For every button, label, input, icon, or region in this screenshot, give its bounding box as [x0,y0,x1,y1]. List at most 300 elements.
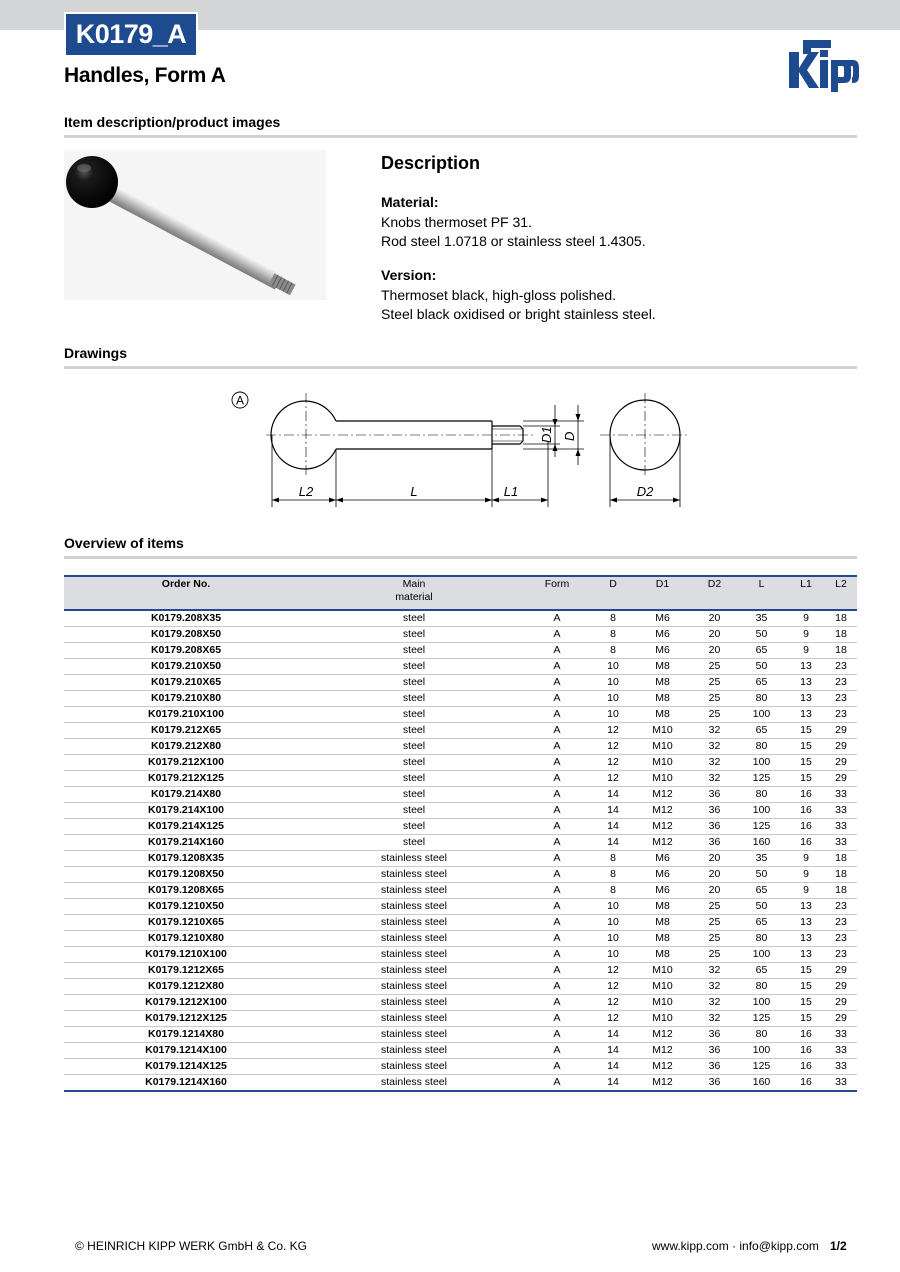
table-row [64,835,857,851]
cell-d1: M10 [632,979,693,995]
cell-l: 125 [736,771,787,787]
table-row [64,1043,857,1059]
footer-copyright: © HEINRICH KIPP WERK GmbH & Co. KG [75,1239,307,1253]
cell-d1: M12 [632,787,693,803]
version-label: Version: [381,267,437,283]
cell-main-material: stainless steel [308,1027,520,1043]
cell-d1: M6 [632,867,693,883]
cell-d: 8 [594,867,632,883]
cell-main-material: stainless steel [308,931,520,947]
cell-l1: 16 [787,1075,825,1092]
cell-l: 80 [736,931,787,947]
cell-d1: M10 [632,723,693,739]
cell-l2: 29 [825,963,857,979]
cell-main-material: stainless steel [308,1059,520,1075]
table-row [64,755,857,771]
cell-d1: M12 [632,1075,693,1092]
cell-main-material: stainless steel [308,947,520,963]
cell-l1: 13 [787,707,825,723]
cell-d1: M6 [632,610,693,627]
cell-l1: 16 [787,1043,825,1059]
cell-d: 14 [594,1027,632,1043]
cell-l: 65 [736,723,787,739]
cell-l: 80 [736,979,787,995]
table-row [64,883,857,899]
cell-d: 12 [594,963,632,979]
cell-l2: 29 [825,979,857,995]
cell-l1: 13 [787,691,825,707]
cell-d: 14 [594,835,632,851]
description-heading: Description [381,153,481,173]
cell-d2: 36 [693,1059,736,1075]
cell-form: A [520,1075,594,1092]
table-row [64,867,857,883]
cell-l1: 9 [787,610,825,627]
table-row [64,1027,857,1043]
section-divider [64,556,857,559]
kipp-logo [783,38,859,92]
table-row [64,787,857,803]
cell-d2: 32 [693,739,736,755]
table-row [64,691,857,707]
cell-form: A [520,803,594,819]
cell-d: 10 [594,915,632,931]
section-title-drawings: Drawings [64,345,128,361]
cell-l: 80 [736,787,787,803]
cell-d2: 20 [693,883,736,899]
cell-order-no: K0179.212X125 [64,771,308,787]
page-title: Handles, Form A [64,64,226,87]
cell-form: A [520,867,594,883]
cell-main-material: steel [308,835,520,851]
cell-main-material: steel [308,643,520,659]
cell-l2: 23 [825,899,857,915]
cell-main-material: steel [308,659,520,675]
cell-l2: 23 [825,915,857,931]
cell-l: 65 [736,643,787,659]
cell-d: 10 [594,947,632,963]
cell-d: 8 [594,610,632,627]
cell-d2: 36 [693,1043,736,1059]
cell-d1: M6 [632,883,693,899]
cell-d: 14 [594,803,632,819]
cell-d: 10 [594,691,632,707]
cell-l2: 29 [825,739,857,755]
cell-l2: 23 [825,691,857,707]
cell-order-no: K0179.210X65 [64,675,308,691]
cell-l: 35 [736,851,787,867]
cell-order-no: K0179.214X100 [64,803,308,819]
cell-order-no: K0179.1214X80 [64,1027,308,1043]
cell-form: A [520,610,594,627]
cell-order-no: K0179.1214X100 [64,1043,308,1059]
cell-l: 100 [736,707,787,723]
cell-main-material: steel [308,610,520,627]
cell-d: 8 [594,883,632,899]
cell-order-no: K0179.1212X80 [64,979,308,995]
column-header-main-material: Main material [308,576,520,610]
cell-order-no: K0179.214X80 [64,787,308,803]
version-line: Thermoset black, high-gloss polished. [381,287,617,303]
cell-order-no: K0179.210X100 [64,707,308,723]
cell-d2: 25 [693,899,736,915]
cell-form: A [520,723,594,739]
cell-form: A [520,659,594,675]
cell-d1: M10 [632,995,693,1011]
cell-d2: 32 [693,995,736,1011]
cell-d1: M6 [632,851,693,867]
cell-l: 50 [736,659,787,675]
table-row [64,1075,857,1092]
material-label: Material: [381,194,439,210]
cell-l1: 9 [787,883,825,899]
cell-d1: M12 [632,1059,693,1075]
cell-d: 12 [594,739,632,755]
cell-l1: 15 [787,755,825,771]
cell-main-material: steel [308,675,520,691]
cell-main-material: steel [308,627,520,643]
cell-l: 100 [736,1043,787,1059]
cell-main-material: steel [308,723,520,739]
cell-l: 80 [736,1027,787,1043]
cell-l1: 9 [787,643,825,659]
cell-form: A [520,979,594,995]
column-header-order-no: Order No. [64,576,308,610]
product-code-badge: K0179_A [64,12,198,57]
cell-l: 100 [736,755,787,771]
column-header-d1: D1 [632,576,693,610]
cell-d1: M8 [632,899,693,915]
cell-l: 65 [736,963,787,979]
cell-order-no: K0179.208X65 [64,643,308,659]
cell-d: 12 [594,979,632,995]
cell-form: A [520,739,594,755]
technical-drawing [228,385,698,515]
cell-form: A [520,675,594,691]
cell-d: 10 [594,707,632,723]
cell-order-no: K0179.212X80 [64,739,308,755]
cell-d2: 25 [693,707,736,723]
cell-d2: 25 [693,915,736,931]
cell-l: 65 [736,883,787,899]
cell-l: 80 [736,691,787,707]
cell-order-no: K0179.1212X65 [64,963,308,979]
cell-d2: 36 [693,1075,736,1092]
cell-d2: 32 [693,723,736,739]
cell-main-material: stainless steel [308,851,520,867]
cell-d1: M6 [632,643,693,659]
cell-l2: 18 [825,610,857,627]
cell-main-material: stainless steel [308,883,520,899]
cell-l2: 33 [825,819,857,835]
cell-d2: 25 [693,931,736,947]
column-header-d: D [594,576,632,610]
cell-main-material: stainless steel [308,963,520,979]
cell-l: 100 [736,995,787,1011]
cell-l2: 29 [825,995,857,1011]
cell-order-no: K0179.208X35 [64,610,308,627]
table-row [64,963,857,979]
table-row [64,610,857,627]
cell-d2: 32 [693,755,736,771]
cell-d2: 36 [693,803,736,819]
cell-l1: 13 [787,899,825,915]
cell-l: 125 [736,1011,787,1027]
cell-d1: M8 [632,675,693,691]
cell-l: 35 [736,610,787,627]
page-number: 1/2 [830,1239,847,1253]
cell-form: A [520,915,594,931]
dim-label-l1: L1 [503,484,519,499]
cell-l2: 23 [825,675,857,691]
cell-d: 12 [594,755,632,771]
cell-d1: M8 [632,659,693,675]
cell-l2: 33 [825,1075,857,1092]
column-header-l1: L1 [787,576,825,610]
cell-form: A [520,963,594,979]
cell-form: A [520,947,594,963]
items-table [64,575,857,1092]
cell-l2: 18 [825,627,857,643]
column-header-l2: L2 [825,576,857,610]
cell-l1: 13 [787,659,825,675]
cell-d2: 20 [693,867,736,883]
cell-l1: 13 [787,675,825,691]
cell-d: 14 [594,1075,632,1092]
cell-d: 14 [594,787,632,803]
table-row [64,931,857,947]
cell-l1: 16 [787,787,825,803]
cell-order-no: K0179.214X160 [64,835,308,851]
cell-l: 65 [736,915,787,931]
dim-label-d: D [562,431,577,441]
table-row [64,915,857,931]
cell-d1: M12 [632,1043,693,1059]
cell-form: A [520,1027,594,1043]
cell-order-no: K0179.1212X100 [64,995,308,1011]
cell-form: A [520,1011,594,1027]
cell-main-material: steel [308,755,520,771]
dim-label-d2: D2 [636,484,654,499]
column-header-l: L [736,576,787,610]
table-row [64,707,857,723]
cell-l2: 23 [825,659,857,675]
cell-form: A [520,851,594,867]
cell-d: 10 [594,659,632,675]
cell-main-material: stainless steel [308,867,520,883]
cell-d2: 32 [693,979,736,995]
cell-d1: M12 [632,819,693,835]
cell-l: 100 [736,803,787,819]
cell-d1: M8 [632,707,693,723]
cell-order-no: K0179.1210X80 [64,931,308,947]
cell-l2: 29 [825,1011,857,1027]
cell-l1: 15 [787,963,825,979]
cell-form: A [520,899,594,915]
cell-main-material: steel [308,771,520,787]
cell-d1: M12 [632,803,693,819]
cell-l2: 23 [825,931,857,947]
cell-l2: 18 [825,883,857,899]
cell-main-material: stainless steel [308,1075,520,1092]
cell-l2: 33 [825,787,857,803]
table-row [64,739,857,755]
cell-d: 8 [594,851,632,867]
cell-l2: 18 [825,851,857,867]
cell-l2: 18 [825,867,857,883]
cell-l1: 13 [787,915,825,931]
cell-l1: 15 [787,723,825,739]
cell-l2: 33 [825,803,857,819]
cell-l2: 29 [825,771,857,787]
cell-d1: M10 [632,1011,693,1027]
cell-form: A [520,883,594,899]
cell-d2: 25 [693,691,736,707]
cell-d: 12 [594,1011,632,1027]
cell-form: A [520,707,594,723]
table-row [64,1011,857,1027]
cell-l2: 23 [825,707,857,723]
cell-main-material: steel [308,739,520,755]
cell-d: 10 [594,931,632,947]
cell-d: 8 [594,643,632,659]
cell-d2: 20 [693,643,736,659]
dim-label-l: L [410,484,418,499]
cell-order-no: K0179.1210X100 [64,947,308,963]
cell-form: A [520,931,594,947]
cell-main-material: steel [308,819,520,835]
table-row [64,819,857,835]
cell-l1: 13 [787,947,825,963]
table-row [64,723,857,739]
cell-d1: M8 [632,915,693,931]
cell-main-material: steel [308,691,520,707]
cell-main-material: stainless steel [308,1011,520,1027]
cell-l1: 16 [787,835,825,851]
cell-d: 14 [594,1059,632,1075]
section-title-item-description: Item description/product images [64,114,281,130]
cell-l1: 16 [787,819,825,835]
cell-d1: M10 [632,755,693,771]
cell-l1: 16 [787,1027,825,1043]
cell-l2: 33 [825,835,857,851]
cell-main-material: stainless steel [308,995,520,1011]
cell-d1: M8 [632,931,693,947]
cell-d: 14 [594,1043,632,1059]
cell-l1: 9 [787,867,825,883]
cell-l: 80 [736,739,787,755]
cell-main-material: steel [308,803,520,819]
table-row [64,675,857,691]
table-row [64,995,857,1011]
cell-l: 160 [736,835,787,851]
cell-l1: 15 [787,979,825,995]
section-divider [64,135,857,138]
cell-order-no: K0179.214X125 [64,819,308,835]
cell-form: A [520,643,594,659]
cell-main-material: steel [308,707,520,723]
cell-d1: M8 [632,947,693,963]
cell-order-no: K0179.1210X50 [64,899,308,915]
cell-order-no: K0179.1208X65 [64,883,308,899]
cell-l: 125 [736,1059,787,1075]
cell-d1: M12 [632,1027,693,1043]
table-row [64,643,857,659]
table-header-row [64,576,857,610]
table-row [64,979,857,995]
cell-order-no: K0179.210X80 [64,691,308,707]
footer-contact: www.kipp.com · info@kipp.com [652,1239,819,1253]
table-row [64,1059,857,1075]
product-image-handle [64,150,326,300]
cell-order-no: K0179.208X50 [64,627,308,643]
cell-l: 50 [736,867,787,883]
cell-d: 10 [594,675,632,691]
cell-l: 160 [736,1075,787,1092]
cell-l2: 18 [825,643,857,659]
cell-form: A [520,787,594,803]
cell-d: 12 [594,995,632,1011]
dim-label-d1: D1 [539,426,554,443]
cell-d2: 25 [693,659,736,675]
cell-d2: 20 [693,610,736,627]
section-title-overview: Overview of items [64,535,184,551]
cell-order-no: K0179.1214X125 [64,1059,308,1075]
cell-d1: M10 [632,771,693,787]
table-row [64,899,857,915]
cell-d: 14 [594,819,632,835]
cell-d: 10 [594,899,632,915]
cell-l: 125 [736,819,787,835]
cell-order-no: K0179.210X50 [64,659,308,675]
cell-d2: 36 [693,787,736,803]
cell-d2: 25 [693,675,736,691]
cell-l: 50 [736,627,787,643]
cell-order-no: K0179.1212X125 [64,1011,308,1027]
cell-order-no: K0179.212X65 [64,723,308,739]
cell-d1: M12 [632,835,693,851]
material-line: Knobs thermoset PF 31. [381,214,532,230]
cell-l1: 9 [787,627,825,643]
cell-order-no: K0179.1214X160 [64,1075,308,1092]
cell-d: 12 [594,771,632,787]
cell-order-no: K0179.1208X50 [64,867,308,883]
cell-d1: M6 [632,627,693,643]
column-header-d2: D2 [693,576,736,610]
cell-l: 100 [736,947,787,963]
cell-order-no: K0179.1210X65 [64,915,308,931]
cell-form: A [520,1043,594,1059]
version-line: Steel black oxidised or bright stainless steel. [381,306,656,322]
cell-main-material: stainless steel [308,979,520,995]
cell-l2: 33 [825,1043,857,1059]
cell-d2: 20 [693,627,736,643]
cell-l1: 13 [787,931,825,947]
cell-d1: M10 [632,739,693,755]
cell-main-material: stainless steel [308,1043,520,1059]
cell-form: A [520,755,594,771]
cell-l1: 15 [787,739,825,755]
cell-form: A [520,771,594,787]
cell-l1: 16 [787,803,825,819]
cell-l: 65 [736,675,787,691]
cell-l: 50 [736,899,787,915]
cell-d2: 32 [693,963,736,979]
cell-l1: 15 [787,995,825,1011]
cell-l2: 33 [825,1059,857,1075]
cell-d: 12 [594,723,632,739]
cell-l1: 15 [787,771,825,787]
